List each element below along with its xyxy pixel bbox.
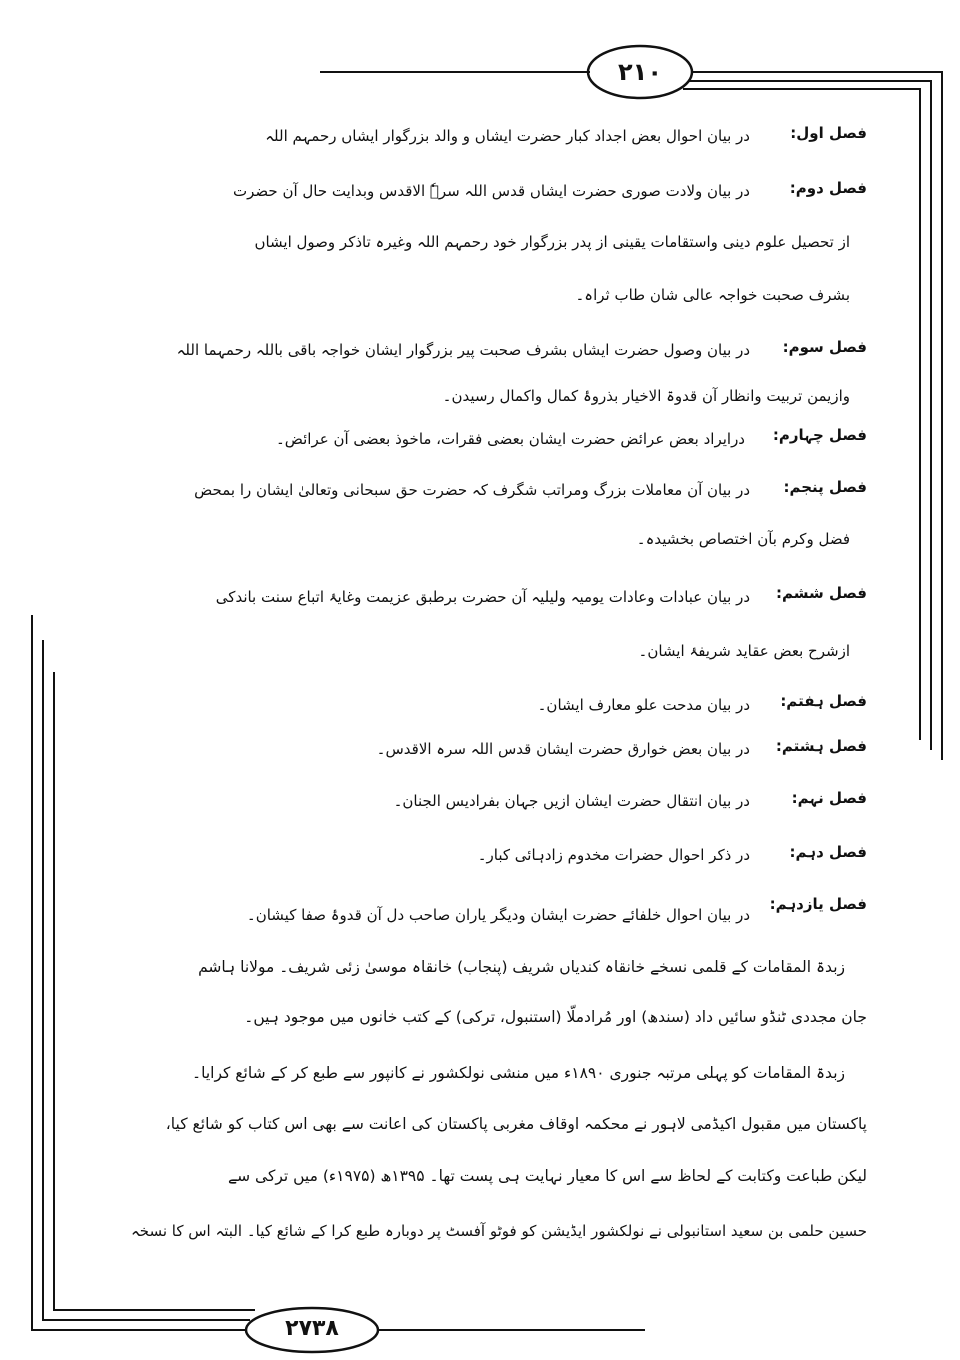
bottom-border-inner xyxy=(54,672,255,1310)
section-text-line: در بیان آن معاملات بزرگ ومراتب شگرف کہ حضرت حق سبحانی وتعالیٰ ایشان را بمحض xyxy=(194,481,750,499)
paragraph-line: پاکستان میں مقبول اکیڈمی لاہور نے محکمہ اوقاف مغربی پاکستان کی اعانت سے بھی اس کتاب کو شائع کیا، xyxy=(165,1115,867,1133)
section-label: فصل ششم: xyxy=(776,584,867,602)
paragraph-line: جان مجددی ٹنڈو سائیں داد (سندھ) اور مُرادملّا (استنبول، ترکی) کے کتب خانوں میں موجود ہیں۔ xyxy=(244,1008,867,1026)
section-label: فصل پنجم: xyxy=(783,478,867,496)
section-text-line: در بیان انتقال حضرت ایشان ازیں جہان بفرادیس الجنان۔ xyxy=(393,792,750,810)
section-text-line: در بیان مدحت علو معارف ایشان۔ xyxy=(537,696,750,714)
bottom-page-number: ۲۷۳۸ xyxy=(285,1316,339,1341)
section-label: فصل ہفتم: xyxy=(780,692,867,710)
section-label: فصل دوم: xyxy=(789,179,867,197)
section-text-line: درایراد بعض عرائض حضرت ایشان بعضی فقرات، ماخوذ بعضی آن عرائض۔ xyxy=(275,430,745,448)
section-text-line: ازشرح بعض عقاید شریفۂ ایشان۔ xyxy=(638,642,850,660)
section-text-line: در بیان عبادات وعادات یومیہ ولیلیہ آن حضرت برطبق عزیمت وغایۂ اتباع سنت باندکی xyxy=(215,588,750,606)
section-label: فصل سوم: xyxy=(782,338,867,356)
paragraph-line: لیکن طباعت وکتابت کے لحاظ سے اس کا معیار نہایت ہی پست تھا۔ ۱۳۹۵ھ (۱۹۷۵ء) میں ترکی سے xyxy=(228,1167,867,1185)
section-text-line: از تحصیل علوم دینی واستقامات یقینی از پدر بزرگوار خود رحمہم اللہ وغیرہ تاذکر وصول ایشاں xyxy=(254,233,850,251)
section-label: فصل نہم: xyxy=(791,789,867,807)
section-label: فصل یازدہم: xyxy=(769,895,867,913)
bottom-border-middle xyxy=(43,640,250,1320)
section-text-line: در بیان وصول حضرت ایشاں بشرف صحبت پیر بزرگوار ایشان خواجہ باقی باللہ رحمہما اللہ xyxy=(176,341,750,359)
section-label: فصل دہم: xyxy=(789,843,867,861)
paragraph-line: زبدۃ المقامات کے قلمی نسخے خانقاہ کندیاں شریف (پنجاب) خانقاہ موسیٰ زئی شریف۔ مولانا ہاشم xyxy=(198,958,845,976)
section-label: فصل ہشتم: xyxy=(775,737,867,755)
section-text-line: در ذکر احوال حضرات مخدوم زادہائی کبار۔ xyxy=(477,846,750,864)
section-label: فصل چہارم: xyxy=(772,426,867,444)
top-page-number: ۲۱۰ xyxy=(618,58,662,86)
section-text-line: در بیان ولادت صوری حضرت ایشاں قدس اللہ سرہٗ الاقدس وبدایت حال آن حضرت xyxy=(233,182,750,200)
paragraph-line: زبدۃ المقامات کو پہلی مرتبہ جنوری ۱۸۹۰ء میں منشی نولکشور نے کانپور سے طبع کر کے شائع کرایا۔ xyxy=(192,1064,845,1082)
section-label: فصل اول: xyxy=(790,124,867,142)
paragraph-line: حسین حلمی بن سعید استانبولی نے نولکشور ایڈیشن کو فوٹو آفسٹ پر دوبارہ طبع کرا کے شائع کیا۔ البتہ اس کا نسخہ xyxy=(130,1222,867,1240)
section-text-line: در بیان احوال خلفائے حضرت ایشان ودیگر یاران صاحب دل آن قدوۂ صفا کیشان۔ xyxy=(246,906,750,924)
section-text-line: در بیان بعض خوارق حضرت ایشان قدس اللہ سرہ الاقدس۔ xyxy=(376,740,750,758)
section-text-line: در بیان احوال بعض اجداد کبار حضرت ایشاں و والد بزرگوار ایشاں رحمہم اللہ xyxy=(265,127,750,145)
section-text-line: وازیمن تربیت وانظار آن قدوۃ الاخیار بذروۂ کمال واکمال رسیدن۔ xyxy=(442,387,850,405)
section-text-line: فضل وکرم بآن اختصاص بخشیدہ۔ xyxy=(636,530,850,548)
section-text-line: بشرف صحبت خواجہ عالی شان طاب ثراہ۔ xyxy=(575,286,850,304)
